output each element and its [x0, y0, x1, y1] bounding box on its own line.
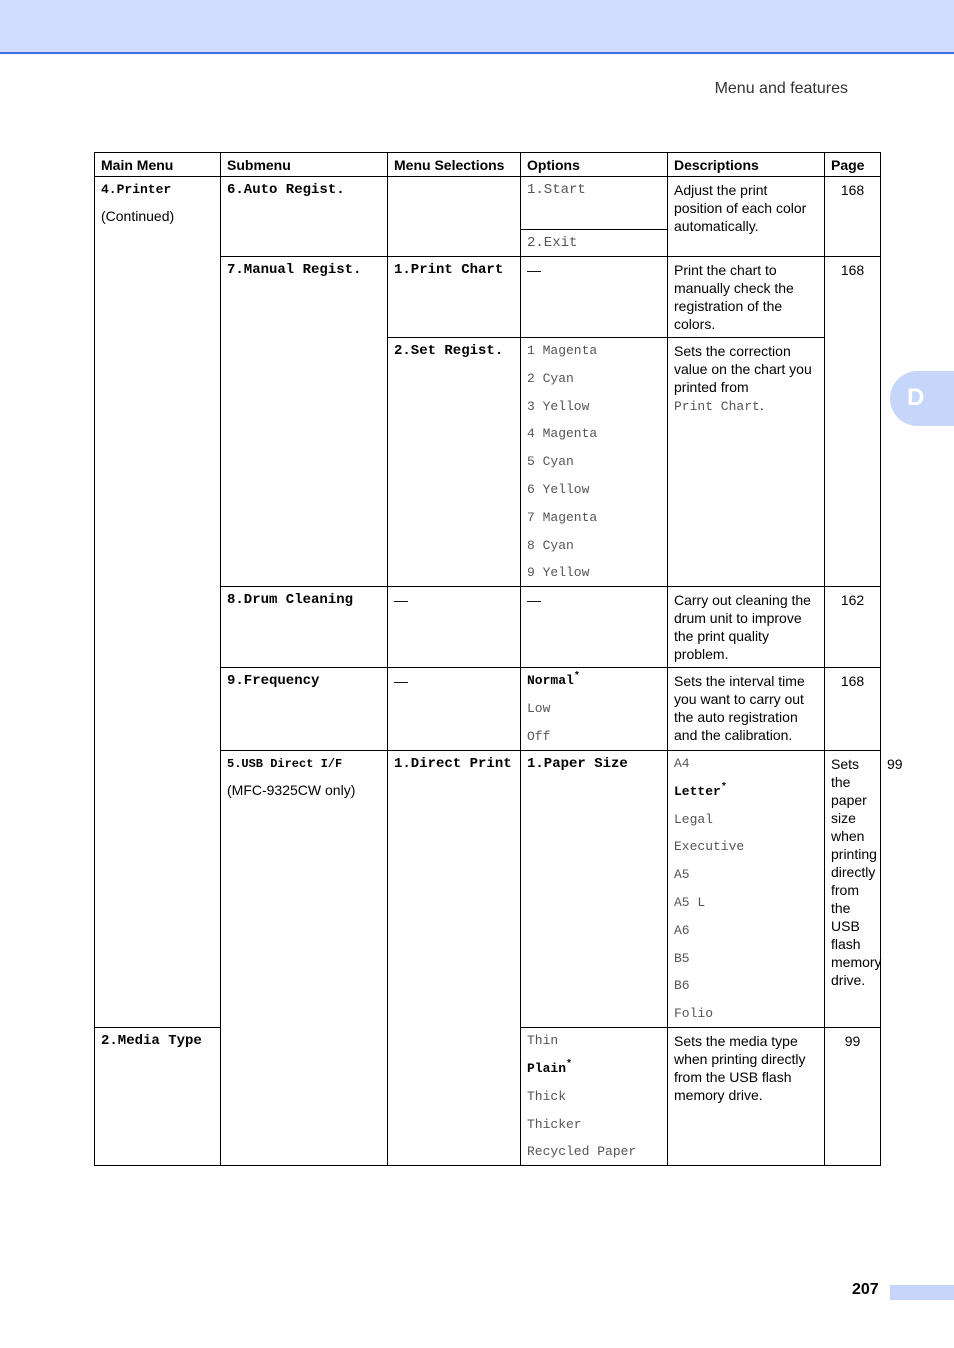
column-header-submenu: Submenu: [221, 153, 388, 177]
option-item: 2 Cyan: [527, 370, 574, 386]
option-default-label: Plain: [527, 1060, 567, 1076]
option-item: 1 Magenta: [527, 343, 598, 358]
option-item: Low: [527, 701, 551, 717]
column-header-page: Page: [825, 153, 881, 177]
option-start: 1.Start: [521, 177, 668, 230]
side-tab-letter: D: [907, 384, 925, 411]
option-item: Off: [527, 728, 551, 744]
table-row: 5.USB Direct I/F (MFC-9325CW only) 1.Direct Print 1.Paper Size A4 Letter* Legal Executive A5 A5 L A6 B5 B6 Folio Sets the paper size when printing directly from the USB flash memory drive. 99: [95, 750, 881, 1027]
column-header-options: Options: [521, 153, 668, 177]
selection-print-chart: 1.Print Chart: [388, 257, 521, 338]
option-item: 4 Magenta: [527, 426, 598, 442]
column-header-menu-selections: Menu Selections: [388, 153, 521, 177]
page-manual-regist: 168: [825, 257, 881, 587]
main-menu-cell-usb: [221, 750, 388, 1165]
description-set-regist: [668, 338, 825, 587]
main-menu-note: (Continued): [101, 208, 175, 224]
option-dash: —: [521, 587, 668, 668]
option-default-label: Letter: [674, 783, 721, 799]
default-marker: *: [573, 672, 580, 684]
description-paper-size: Sets the paper size when printing directly from the USB flash memory drive.: [825, 750, 881, 1027]
option-item: B5: [674, 950, 690, 966]
options-paper-size: [668, 750, 825, 1027]
option-item: A5: [674, 867, 690, 883]
option-item: Legal: [674, 811, 714, 827]
submenu-auto-regist: 6.Auto Regist.: [221, 177, 388, 257]
option-item-default: [527, 672, 661, 700]
options-set-regist: [521, 338, 668, 587]
option-item: 9 Yellow: [527, 565, 590, 581]
option-item: Folio: [674, 1006, 714, 1022]
option-default-label: Normal: [527, 673, 574, 689]
description-text: Sets the correction value on the chart you printed from: [674, 343, 812, 395]
selection-set-regist: 2.Set Regist.: [388, 338, 521, 587]
option-item-default: [674, 783, 818, 811]
column-header-descriptions: Descriptions: [668, 153, 825, 177]
page-frequency: 168: [825, 668, 881, 751]
option-item: Thin: [527, 1033, 559, 1049]
option-item: B6: [674, 978, 690, 994]
default-marker: *: [566, 1059, 573, 1071]
main-menu-note: (MFC-9325CW only): [227, 781, 356, 798]
option-item: 8 Cyan: [527, 537, 574, 553]
description-print-chart: Print the chart to manually check the registration of the colors.: [668, 257, 825, 338]
main-menu-printer: 4.Printer: [101, 182, 172, 197]
option-item: 3 Yellow: [527, 398, 590, 414]
default-marker: *: [720, 782, 727, 794]
option-item: A6: [674, 922, 690, 938]
page-media-type: 99: [825, 1028, 881, 1166]
page-number-bar: [890, 1285, 954, 1300]
submenu-drum-cleaning: 8.Drum Cleaning: [221, 587, 388, 668]
option-item: 7 Magenta: [527, 509, 598, 525]
page-drum-cleaning: 162: [825, 587, 881, 668]
page-auto-regist: 168: [825, 177, 881, 257]
description-media-type: Sets the media type when printing directly from the USB flash memory drive.: [668, 1028, 825, 1166]
section-title: Menu and features: [714, 80, 848, 97]
selection-media-type: 2.Media Type: [95, 1028, 221, 1166]
appendix-side-tab: [890, 371, 954, 426]
menu-table: [94, 152, 903, 1166]
description-end: .: [759, 397, 764, 413]
option-item: Thick: [527, 1088, 567, 1104]
option-item-default: [527, 1060, 661, 1088]
main-menu-usb-direct: 5.USB Direct I/F: [227, 756, 343, 771]
submenu-frequency: 9.Frequency: [221, 668, 388, 751]
submenu-direct-print: 1.Direct Print: [388, 750, 521, 1165]
option-dash: —: [521, 257, 668, 338]
description-frequency: Sets the interval time you want to carry out the auto registration and the calibration.: [668, 668, 825, 751]
options-frequency: [521, 668, 668, 751]
option-item: Thicker: [527, 1116, 582, 1132]
option-item: A4: [674, 755, 690, 771]
options-media-type: [521, 1028, 668, 1166]
selection-dash: —: [388, 587, 521, 668]
table-row: [95, 177, 881, 230]
option-item: Executive: [674, 839, 745, 855]
selection-paper-size: 1.Paper Size: [521, 750, 668, 1027]
selection-dash: —: [388, 668, 521, 751]
description-drum-cleaning: Carry out cleaning the drum unit to improve the print quality problem.: [668, 587, 825, 668]
option-item: 5 Cyan: [527, 454, 574, 470]
description-ref-print-chart: Print Chart: [674, 399, 760, 414]
selection-empty: [388, 177, 521, 257]
top-header-band: [0, 0, 954, 54]
column-header-main-menu: Main Menu: [95, 153, 221, 177]
option-item: A5 L: [674, 894, 706, 910]
option-item: 6 Yellow: [527, 481, 590, 497]
main-menu-cell-printer: [95, 177, 221, 1028]
submenu-manual-regist: 7.Manual Regist.: [221, 257, 388, 587]
option-exit: 2.Exit: [521, 230, 668, 257]
description-auto-regist: Adjust the print position of each color automatically.: [668, 177, 825, 257]
table-header-row: [95, 153, 881, 177]
page-number: 207: [852, 1281, 879, 1298]
option-item: Recycled Paper: [527, 1144, 637, 1160]
